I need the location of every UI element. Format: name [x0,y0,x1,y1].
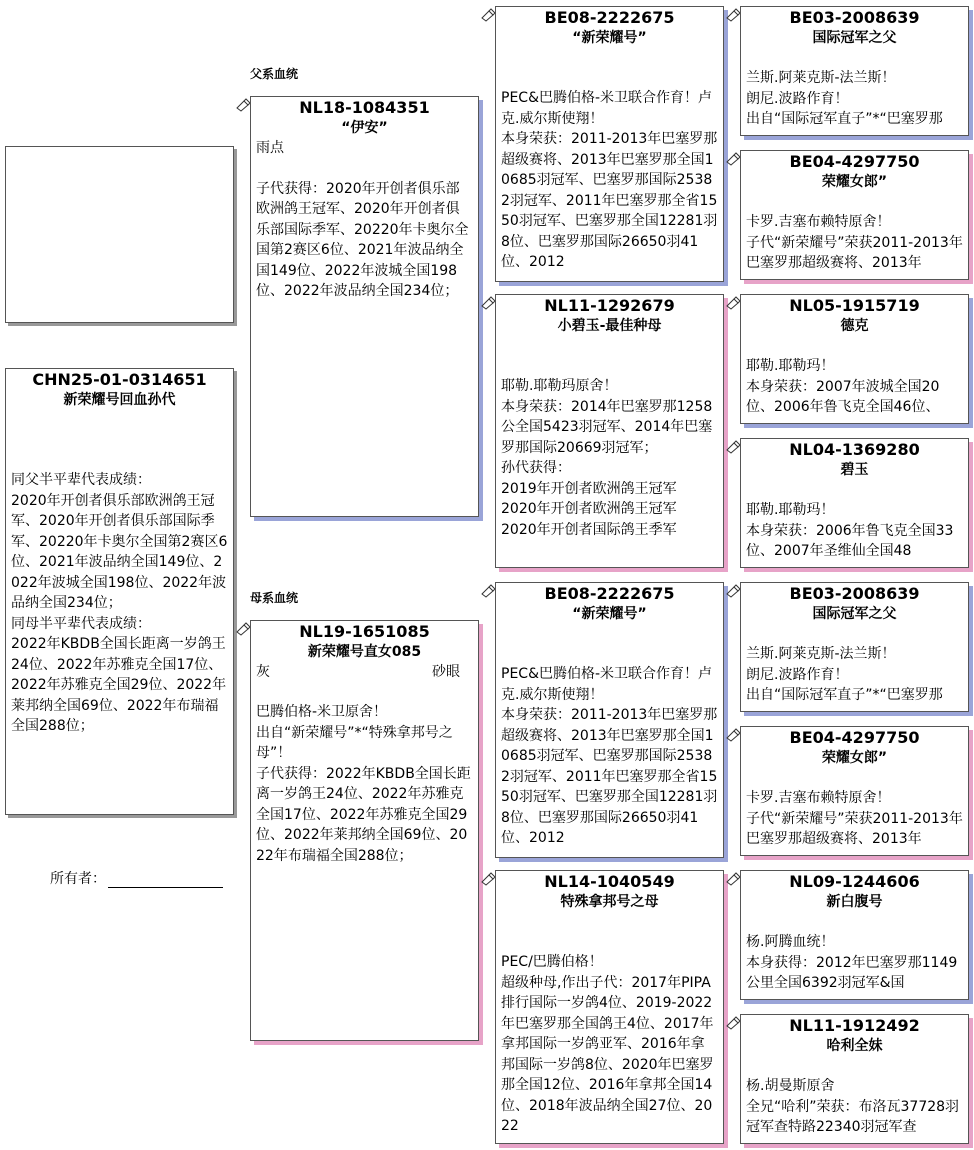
ds-description: PEC&巴腾伯格-米卫联合作育！卢克.威尔斯使翔！ 本身荣获：2011-2013年巴塞罗那超级赛将、2013年巴塞罗那全国10685羽冠军、巴塞罗那国际25382羽冠军、2011年巴塞罗那全省1550羽冠军、巴塞罗那全国12281羽8位、巴塞罗那国际26650羽41位、2012 [501,666,718,846]
sdd-description: 耶勒.耶勒玛！ 本身荣获：2006年鲁飞克全国33位、2007年圣维仙全国48 [746,502,954,559]
ddd-name: 哈利全妹 [826,1038,883,1054]
sds-name: 德克 [840,318,869,334]
sire-card [250,96,479,517]
ssd-name: 荣耀女郎” [821,174,888,190]
edit-icon[interactable] [725,296,741,310]
sire-color: 雨点 [256,140,284,156]
dds-card [740,870,969,1000]
dam-ring-number: NL19-1651085 [299,622,430,641]
ssd-description: 卡罗.吉塞布赖特原舍！ 子代“新荣耀号”荣获2011-2013年巴塞罗那超级赛将、2013年 [746,214,963,271]
edit-icon[interactable] [725,728,741,742]
ss-name: “新荣耀号” [572,30,647,46]
edit-icon[interactable] [725,440,741,454]
ds-name: “新荣耀号” [572,606,647,622]
sss-description: 兰斯.阿莱克斯-法兰斯！ 朗尼.波路作育！ 出自“国际冠军直子”*“巴塞罗那 [746,70,943,127]
ddd-ring-number: NL11-1912492 [789,1016,920,1035]
edit-icon[interactable] [725,1016,741,1030]
sd-name: 小碧玉-最佳种母 [557,318,662,334]
ds-ring-number: BE08-2222675 [544,584,675,603]
dss-card [740,582,969,712]
edit-icon[interactable] [725,152,741,166]
sds-ring-number: NL05-1915719 [789,296,920,315]
sire-section-label: 父系血统 [250,67,299,81]
sire-dam-card [495,294,724,568]
sdd-card [740,438,969,568]
edit-icon[interactable] [480,872,496,886]
edit-icon[interactable] [725,584,741,598]
owner-blank-line [108,873,223,888]
sire-sire-card [495,6,724,282]
dd-ring-number: NL14-1040549 [544,872,675,891]
dss-name: 国际冠军之父 [812,606,897,622]
dam-card [250,620,479,1041]
subject-description: 同父半平辈代表成绩： 2020年开创者俱乐部欧洲鸽王冠军、2020年开创者俱乐部国际季军、20220年卡奥尔全国第2赛区6位、2021年波品纳全国149位、2022年波城全国198位、2022年波品纳全国234位； 同母半平辈代表成绩： 2022年KBDB全国长距离一岁鸽王24位、2022年苏雅克全国17位、2022年苏雅克全国29位、2022年莱邦纳全国69位、2022年布瑞福全国288位； [11,472,228,734]
owner-field [50,868,223,888]
sdd-ring-number: NL04-1369280 [789,440,920,459]
ssd-ring-number: BE04-4297750 [789,152,920,171]
sd-ring-number: NL11-1292679 [544,296,675,315]
subject-name: 新荣耀号回血孙代 [63,392,176,408]
ss-description: PEC&巴腾伯格-米卫联合作育！卢克.威尔斯使翔！ 本身荣获：2011-2013年巴塞罗那超级赛将、2013年巴塞罗那全国10685羽冠军、巴塞罗那国际25382羽冠军、2011年巴塞罗那全省1550羽冠军、巴塞罗那全国12281羽8位、巴塞罗那国际26650羽41位、2012 [501,90,718,270]
dsd-ring-number: BE04-4297750 [789,728,920,747]
dam-sire-card [495,582,724,858]
edit-icon[interactable] [480,296,496,310]
dam-dam-card [495,870,724,1144]
dam-name: 新荣耀号直女085 [307,644,422,660]
dss-ring-number: BE03-2008639 [789,584,920,603]
sss-card [740,6,969,136]
edit-icon[interactable] [235,622,251,636]
dss-description: 兰斯.阿莱克斯-法兰斯！ 朗尼.波路作育！ 出自“国际冠军直子”*“巴塞罗那 [746,646,943,703]
dam-color-row [251,662,478,682]
sdd-name: 碧玉 [840,462,869,478]
dam-description: 巴腾伯格-米卫原舍！ 出自“新荣耀号”*“特殊拿邦号之母”！ 子代获得：2022年KBDB全国长距离一岁鸽王24位、2022年苏雅克全国17位、2022年苏雅克全国29位、2022年莱邦纳全国69位、2022年布瑞福全国288位； [256,704,471,864]
sds-card [740,294,969,424]
sire-description: 子代获得：2020年开创者俱乐部欧洲鸽王冠军、2020年开创者俱乐部国际季军、20220年卡奥尔全国第2赛区6位、2021年波品纳全国149位、2022年波城全国198位、2022年波品纳全国234位； [256,180,469,299]
photo-frame [5,146,234,323]
edit-icon[interactable] [480,8,496,22]
dam-eye: 砂眼 [432,664,460,680]
sds-description: 耶勒.耶勒玛！ 本身荣获：2007年波城全国20位、2006年鲁飞克全国46位、 [746,358,940,415]
ddd-card [740,1014,969,1144]
dds-name: 新白腹号 [826,894,883,910]
dam-color: 灰 [256,664,270,680]
edit-icon[interactable] [480,584,496,598]
edit-icon[interactable] [235,98,251,112]
sire-name: “伊安” [341,120,388,136]
sire-ring-number: NL18-1084351 [299,98,430,117]
dam-section-label: 母系血统 [250,591,299,605]
subject-ring-number: CHN25-01-0314651 [32,370,207,389]
dsd-name: 荣耀女郎” [821,750,888,766]
edit-icon[interactable] [725,872,741,886]
sd-description: 耶勒.耶勒玛原舍！ 本身荣获：2014年巴塞罗那1258公全国5423羽冠军、2014年巴塞罗那国际20669羽冠军； 孙代获得： 2019年开创者欧洲鸽王冠军 2020年开创者欧洲鸽王冠军 2020年开创者国际鸽王季军 [501,378,713,538]
dd-description: PEC/巴腾伯格！ 超级种母,作出子代：2017年PIPA排行国际一岁鸽4位、2019-2022年巴塞罗那全国鸽王4位、2017年拿邦国际一岁鸽亚军、2016年拿邦国际一岁鸽8位、2020年巴塞罗那全国12位、2016年拿邦全国14位、2018年波品纳全国27位、2022 [501,954,714,1134]
sss-name: 国际冠军之父 [812,30,897,46]
ddd-description: 杨.胡曼斯原舍 全兄“哈利”荣获：布洛瓦37728羽冠军查特路22340羽冠军查 [746,1078,960,1135]
dds-ring-number: NL09-1244606 [789,872,920,891]
dds-description: 杨.阿腾血统！ 本身获得：2012年巴塞罗那1149公里全国6392羽冠军&国 [746,934,958,991]
owner-label: 所有者： [50,871,106,887]
subject-pigeon-card [5,368,234,815]
dd-name: 特殊拿邦号之母 [560,894,659,910]
ssd-card [740,150,969,280]
ss-ring-number: BE08-2222675 [544,8,675,27]
edit-icon[interactable] [725,8,741,22]
dsd-card [740,726,969,856]
dsd-description: 卡罗.吉塞布赖特原舍！ 子代“新荣耀号”荣获2011-2013年巴塞罗那超级赛将、2013年 [746,790,963,847]
sss-ring-number: BE03-2008639 [789,8,920,27]
